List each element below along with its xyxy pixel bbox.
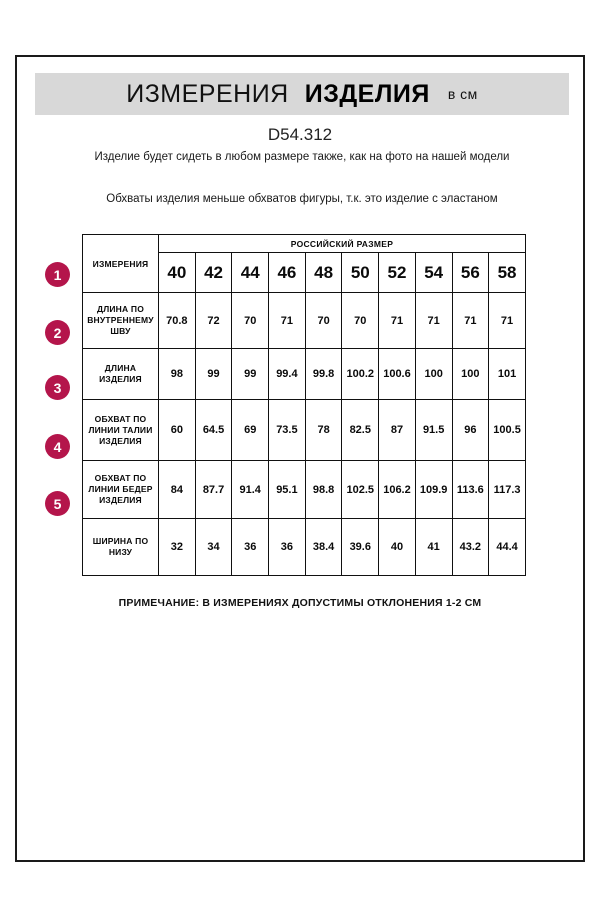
table-row (83, 519, 526, 576)
table-row (83, 349, 526, 400)
table-group-header-row (83, 235, 526, 253)
cell-r1-c5: 70 (305, 293, 342, 349)
cell-r4-c5: 98.8 (305, 461, 342, 519)
cell-r4-c3: 91.4 (232, 461, 269, 519)
cell-r1-c7: 71 (379, 293, 416, 349)
cell-r5-c10: 44.4 (489, 519, 526, 576)
cell-r1-c2: 72 (195, 293, 232, 349)
size-chart-page (15, 55, 585, 862)
cell-r4-c2: 87.7 (195, 461, 232, 519)
size-header-54: 54 (415, 253, 452, 293)
page-title-secondary: ИЗДЕЛИЯ (304, 79, 430, 108)
cell-r4-c7: 106.2 (379, 461, 416, 519)
page-content (17, 57, 583, 860)
cell-r3-c9: 96 (452, 400, 489, 461)
size-header-58: 58 (489, 253, 526, 293)
cell-r4-c9: 113.6 (452, 461, 489, 519)
fit-note: Изделие будет сидеть в любом размере также, как на фото на нашей модели (94, 151, 510, 163)
row-badge-2: 2 (45, 320, 70, 345)
row-label-inseam-length: ДЛИНА ПО ВНУТРЕННЕМУ ШВУ (83, 293, 159, 349)
cell-r3-c7: 87 (379, 400, 416, 461)
column-header-measurements: ИЗМЕРЕНИЯ (83, 235, 159, 293)
row-label-waist-circumference: ОБХВАТ ПО ЛИНИИ ТАЛИИ ИЗДЕЛИЯ (83, 400, 159, 461)
cell-r1-c6: 70 (342, 293, 379, 349)
cell-r3-c2: 64.5 (195, 400, 232, 461)
cell-r3-c4: 73.5 (269, 400, 306, 461)
cell-r4-c10: 117.3 (489, 461, 526, 519)
cell-r5-c8: 41 (415, 519, 452, 576)
row-badge-3: 3 (45, 375, 70, 400)
column-header-russian-size: РОССИЙСКИЙ РАЗМЕР (159, 235, 526, 253)
cell-r1-c3: 70 (232, 293, 269, 349)
elastane-note: Обхваты изделия меньше обхватов фигуры, т.к. это изделие с эластаном (106, 193, 498, 205)
row-badge-5: 5 (45, 491, 70, 516)
measurements-table (82, 234, 526, 576)
product-code: D54.312 (267, 125, 333, 144)
size-header-40: 40 (159, 253, 196, 293)
table-row (83, 461, 526, 519)
table-row (83, 400, 526, 461)
page-title-primary: ИЗМЕРЕНИЯ (126, 79, 289, 108)
size-header-44: 44 (232, 253, 269, 293)
row-badge-4: 4 (45, 434, 70, 459)
cell-r1-c10: 71 (489, 293, 526, 349)
cell-r2-c7: 100.6 (379, 349, 416, 400)
cell-r4-c6: 102.5 (342, 461, 379, 519)
cell-r2-c3: 99 (232, 349, 269, 400)
size-header-42: 42 (195, 253, 232, 293)
size-header-56: 56 (452, 253, 489, 293)
tolerance-note: ПРИМЕЧАНИЕ: В ИЗМЕРЕНИЯХ ДОПУСТИМЫ ОТКЛОНЕНИЯ 1-2 СМ (118, 597, 482, 609)
cell-r1-c8: 71 (415, 293, 452, 349)
cell-r2-c1: 98 (159, 349, 196, 400)
cell-r3-c10: 100.5 (489, 400, 526, 461)
size-header-50: 50 (342, 253, 379, 293)
cell-r5-c5: 38.4 (305, 519, 342, 576)
size-header-52: 52 (379, 253, 416, 293)
cell-r3-c3: 69 (232, 400, 269, 461)
cell-r2-c6: 100.2 (342, 349, 379, 400)
cell-r2-c5: 99.8 (305, 349, 342, 400)
cell-r5-c3: 36 (232, 519, 269, 576)
cell-r1-c9: 71 (452, 293, 489, 349)
cell-r3-c6: 82.5 (342, 400, 379, 461)
cell-r2-c9: 100 (452, 349, 489, 400)
cell-r5-c9: 43.2 (452, 519, 489, 576)
row-label-leg-opening-width: ШИРИНА ПО НИЗУ (83, 519, 159, 576)
cell-r4-c8: 109.9 (415, 461, 452, 519)
cell-r3-c5: 78 (305, 400, 342, 461)
cell-r2-c10: 101 (489, 349, 526, 400)
cell-r4-c4: 95.1 (269, 461, 306, 519)
cell-r1-c4: 71 (269, 293, 306, 349)
cell-r2-c8: 100 (415, 349, 452, 400)
cell-r4-c1: 84 (159, 461, 196, 519)
cell-r3-c1: 60 (159, 400, 196, 461)
row-label-product-length: ДЛИНА ИЗДЕЛИЯ (83, 349, 159, 400)
cell-r2-c4: 99.4 (269, 349, 306, 400)
cell-r3-c8: 91.5 (415, 400, 452, 461)
row-badge-column (17, 57, 82, 860)
measurements-table-wrapper (82, 234, 525, 576)
chart-title-band (35, 73, 569, 115)
cell-r5-c2: 34 (195, 519, 232, 576)
cell-r5-c4: 36 (269, 519, 306, 576)
cell-r2-c2: 99 (195, 349, 232, 400)
cell-r5-c1: 32 (159, 519, 196, 576)
table-row (83, 293, 526, 349)
measurement-unit-label: в см (447, 86, 478, 102)
row-label-hip-circumference: ОБХВАТ ПО ЛИНИИ БЕДЕР ИЗДЕЛИЯ (83, 461, 159, 519)
size-header-46: 46 (269, 253, 306, 293)
cell-r1-c1: 70.8 (159, 293, 196, 349)
size-header-48: 48 (305, 253, 342, 293)
row-badge-1: 1 (45, 262, 70, 287)
cell-r5-c7: 40 (379, 519, 416, 576)
cell-r5-c6: 39.6 (342, 519, 379, 576)
